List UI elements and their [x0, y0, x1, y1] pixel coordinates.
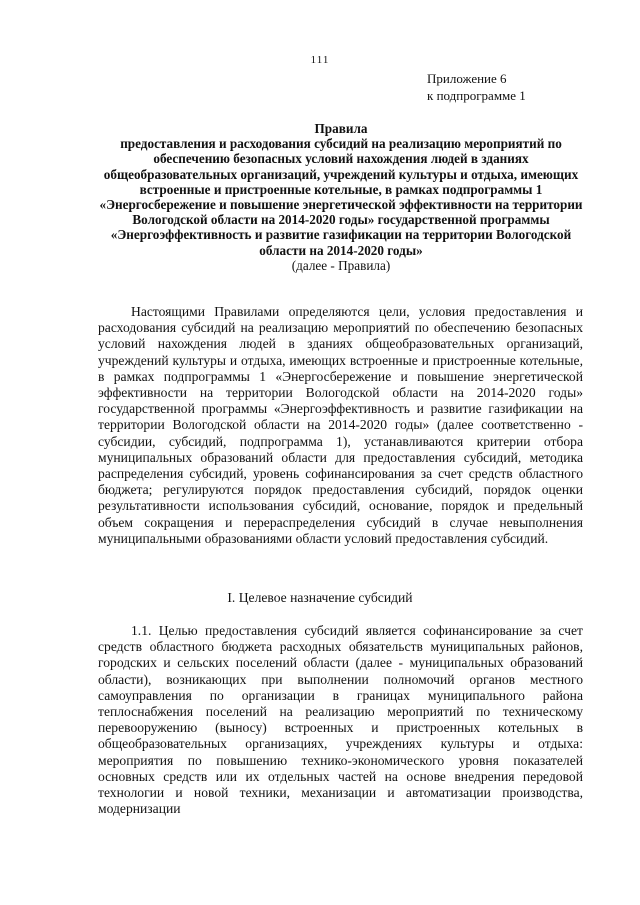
paragraph-1-1: 1.1. Целью предоставления субсидий является софинансирование за счет средств областного бюджета расходных обязательств муниципальных районов, городских и сельских поселений области (далее - муниципальных образований области), возникающих при выполнении полномочий органов местного самоуправления по организации в границах муниципального района теплоснабжения поселений на реализацию мероприятий по техническому перевооружению (выносу) встроенных и пристроенных котельных в общеобразовательных организациях, учреждениях культуры и отдыха: мероприятия по повышению технико-экономического уровня показателей основных средств или их отдельных частей на основе внедрения передовой технологии и новой техники, механизации и автоматизации производства, модернизации [98, 623, 583, 817]
appendix-reference [427, 70, 526, 104]
title-note: (далее - Правила) [291, 257, 391, 273]
document-title [96, 121, 586, 273]
title-subtitle: предоставления и расходования субсидий на реализацию мероприятий по обеспечению безопасных условий нахождения людей в зданиях общеобразовательных организаций, учреждений культуры и отдыха, имеющих встроенные и пристроенные котельные, в рамках подпрограммы 1 «Энергосбережение и повышение энергетической эффективности на территории Вологодской области на 2014-2020 годы» государственной программы «Энергоэффективность и развитие газификации на территории Вологодской области на 2014-2020 годы» [99, 136, 583, 258]
appendix-line-2: к подпрограмме 1 [427, 88, 526, 103]
intro-paragraph: Настоящими Правилами определяются цели, условия предоставления и расходования субсидий на реализацию мероприятий по обеспечению безопасных условий нахождения людей в зданиях общеобразовательных организаций, учреждений культуры и отдыха, имеющих встроенные и пристроенные котельные, в рамках подпрограммы 1 «Энергосбережение и повышение энергетической эффективности на территории Вологодской области на 2014-2020 годы» государственной программы «Энергоэффективность и развитие газификации на территории Вологодской области на 2014-2020 годы» (далее соответственно - субсидии, субсидий, подпрограмма 1), устанавливаются критерии отбора муниципальных образований области для предоставления субсидий, методика распределения субсидий, уровень софинансирования за счет средств областного бюджета; регулируются порядок предоставления субсидий, порядок оценки результативности использования субсидий, основание, порядок и предельный объем сокращения и перераспределения субсидий в случае невыполнения муниципальными образованиями области условий предоставления субсидий. [98, 304, 583, 546]
title-heading: Правила [314, 121, 368, 136]
page-number: 111 [310, 54, 330, 66]
section-heading: I. Целевое назначение субсидий [227, 590, 413, 605]
appendix-line-1: Приложение 6 [427, 71, 507, 86]
